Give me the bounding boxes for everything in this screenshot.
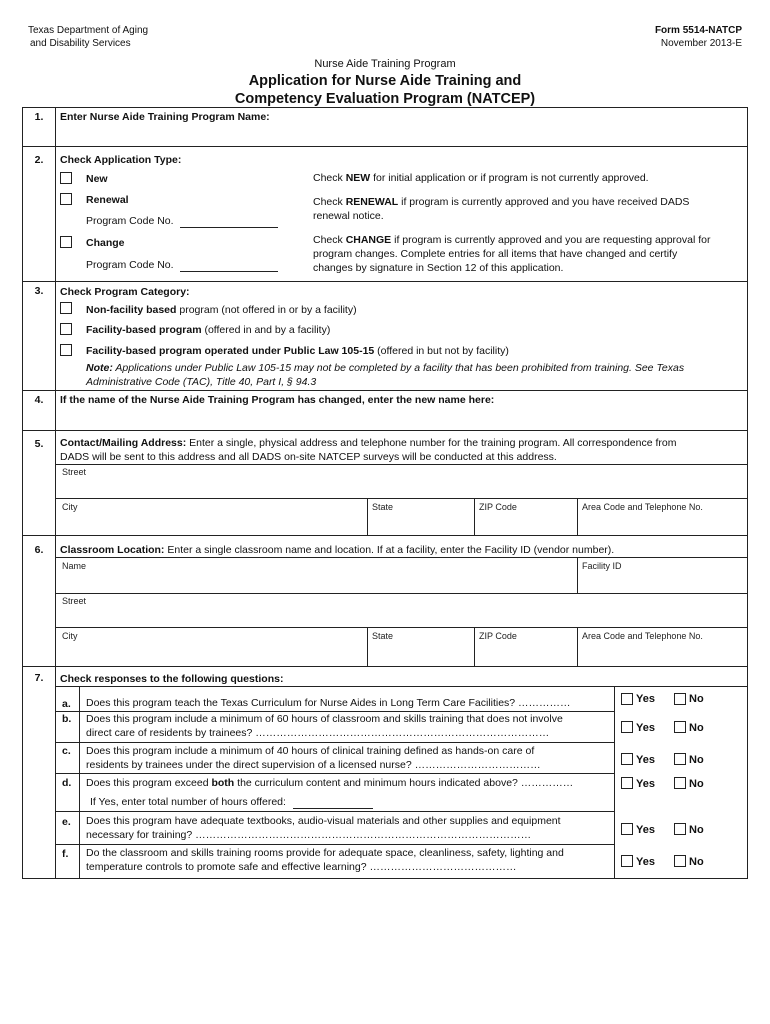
question-a-text: Does this program teach the Texas Curriculum for Nurse Aides in Long Term Care Facilities? …………… [86,697,571,709]
new-label: New [86,173,108,185]
section-4-number: 4. [34,394,44,406]
classroom-name-label: Name [62,561,87,571]
form-id [655,24,742,50]
question-f-letter: f. [62,848,69,860]
program-name-header: Nurse Aide Training Program [314,58,456,70]
new-name-field[interactable] [56,408,746,429]
question-b-yes-checkbox[interactable] [621,721,633,733]
section-7-number: 7. [34,672,44,684]
question-b-no-label: No [689,722,704,734]
program-name-label: Enter Nurse Aide Training Program Name: [60,111,270,123]
facility-id-label: Facility ID [582,561,622,571]
renewal-label: Renewal [86,194,129,206]
question-b-text: Does this program include a minimum of 60 hours of classroom and skills training that does not involve direct care of residents by trainees? ………………………………………………………………………… [86,713,563,739]
non-facility-checkbox[interactable] [60,302,72,314]
program-category-label: Check Program Category: [60,286,190,298]
question-f-no-checkbox[interactable] [674,855,686,867]
section-6-number: 6. [34,544,44,556]
question-d-letter: d. [62,777,72,789]
question-c-no-label: No [689,754,704,766]
classroom-zip-label: ZIP Code [479,631,517,641]
questions-label: Check responses to the following questions: [60,673,284,685]
program-code-label: Program Code No. [86,215,174,227]
question-c-letter: c. [62,745,71,757]
question-b-yes-label: Yes [636,722,655,734]
page-title [0,72,770,108]
classroom-phone-field[interactable] [578,644,746,664]
change-instructions: Check CHANGE if program is currently approved and you are requesting approval for program changes. Complete entries for all items that have changed and certify changes by signature in Section 12 of this application. [313,234,711,274]
classroom-location-label: Classroom Location: Enter a single classroom name and location. If at a facility, enter the Facility ID (vendor number). [60,544,615,556]
classroom-state-field[interactable] [368,644,473,664]
public-law-note: Note: Applications under Public Law 105-15 may not be completed by a facility that has been prohibited from training. See Texas Administrative Code (TAC), Title 40, Part I, § 94.3 [86,362,685,388]
new-checkbox[interactable] [60,172,72,184]
question-d-yes-label: Yes [636,778,655,790]
classroom-zip-field[interactable] [475,644,576,664]
change-program-code-field[interactable] [180,259,278,272]
question-f-text: Do the classroom and skills training rooms provide for adequate space, cleanliness, safety, lighting and temperature controls to promote safe and effective learning? …………………………………… [86,847,564,873]
question-c-yes-label: Yes [636,754,655,766]
section-2-number: 2. [34,154,44,166]
contact-street-label: Street [62,467,87,477]
section-3-number: 3. [34,285,44,297]
renewal-program-code-field[interactable] [180,215,278,228]
section-1-number: 1. [34,111,44,123]
question-e-yes-checkbox[interactable] [621,823,633,835]
application-type-label: Check Application Type: [60,154,182,166]
program-name-field[interactable] [56,124,746,145]
public-law-checkbox[interactable] [60,344,72,356]
contact-phone-field[interactable] [578,514,746,534]
public-law-label: Facility-based program operated under Public Law 105-15 (offered in but not by facility) [86,345,509,357]
section-5-number: 5. [34,438,44,450]
question-a-yes-checkbox[interactable] [621,693,633,705]
question-b-no-checkbox[interactable] [674,721,686,733]
question-c-no-checkbox[interactable] [674,753,686,765]
contact-zip-label: ZIP Code [479,502,517,512]
new-name-label: If the name of the Nurse Aide Training Program has changed, enter the new name here: [60,394,495,406]
question-e-text: Does this program have adequate textbooks, audio-visual materials and other supplies and equipment necessary for training? …………………………………………………………………………………… [86,815,561,841]
question-f-no-label: No [689,856,704,868]
question-a-no-checkbox[interactable] [674,693,686,705]
renewal-checkbox[interactable] [60,193,72,205]
new-instructions: Check NEW for initial application or if program is not currently approved. [313,172,649,184]
form-number: Form 5514-NATCP [654,25,742,36]
question-e-letter: e. [62,816,71,828]
question-f-yes-checkbox[interactable] [621,855,633,867]
contact-state-field[interactable] [368,514,473,534]
classroom-city-label: City [62,631,78,641]
question-b-letter: b. [62,713,72,725]
contact-street-field[interactable] [56,478,746,498]
classroom-state-label: State [372,631,394,641]
change-checkbox[interactable] [60,236,72,248]
title-line-2: Competency Evaluation Program (NATCEP) [234,91,536,107]
contact-city-field[interactable] [56,514,366,534]
classroom-phone-label: Area Code and Telephone No. [582,631,703,641]
contact-address-label: Contact/Mailing Address: Enter a single, physical address and telephone number for the training program. All correspondence from DADS will be sent to this address and all DADS on-site NATCEP surveys will be conducted at this address. [60,437,677,463]
contact-phone-label: Area Code and Telephone No. [582,502,703,512]
classroom-city-field[interactable] [56,644,366,664]
contact-city-label: City [62,502,78,512]
renewal-program-code [86,215,278,228]
total-hours-label: If Yes, enter total number of hours offered: [90,796,286,808]
agency-name [28,24,148,50]
question-e-no-label: No [689,824,704,836]
facility-based-label: Facility-based program (offered in and by a facility) [86,324,331,336]
contact-zip-field[interactable] [475,514,576,534]
question-e-yes-label: Yes [636,824,655,836]
question-d-yes-checkbox[interactable] [621,777,633,789]
classroom-name-field[interactable] [56,572,576,592]
question-e-no-checkbox[interactable] [674,823,686,835]
form-date: November 2013-E [660,38,742,49]
question-f-yes-label: Yes [636,856,655,868]
agency-line-2: and Disability Services [30,38,131,49]
question-c-yes-checkbox[interactable] [621,753,633,765]
program-code-label: Program Code No. [86,259,174,271]
classroom-street-field[interactable] [56,607,746,627]
non-facility-label: Non-facility based program (not offered in or by a facility) [86,304,357,316]
change-label: Change [86,237,125,249]
agency-line-1: Texas Department of Aging [28,25,149,36]
renewal-instructions: Check RENEWAL if program is currently approved and you have received DADS renewal notice. [313,196,690,222]
facility-based-checkbox[interactable] [60,323,72,335]
contact-state-label: State [372,502,394,512]
question-a-no-label: No [689,693,704,705]
question-c-text: Does this program include a minimum of 40 hours of clinical training defined as hands-on care of residents by trainees under the direct supervision of a licensed nurse? ……………………………… [86,745,541,771]
classroom-street-label: Street [62,596,87,606]
change-program-code [86,259,278,272]
question-a-yes-label: Yes [636,693,655,705]
facility-id-field[interactable] [578,572,746,592]
title-line-1: Application for Nurse Aide Training and [248,73,522,89]
total-hours [90,796,373,809]
question-d-text: Does this program exceed both the curriculum content and minimum hours indicated above? …………… [86,777,574,789]
total-hours-field[interactable] [293,796,373,809]
question-d-no-label: No [689,778,704,790]
question-a-letter: a. [62,698,71,710]
question-d-no-checkbox[interactable] [674,777,686,789]
